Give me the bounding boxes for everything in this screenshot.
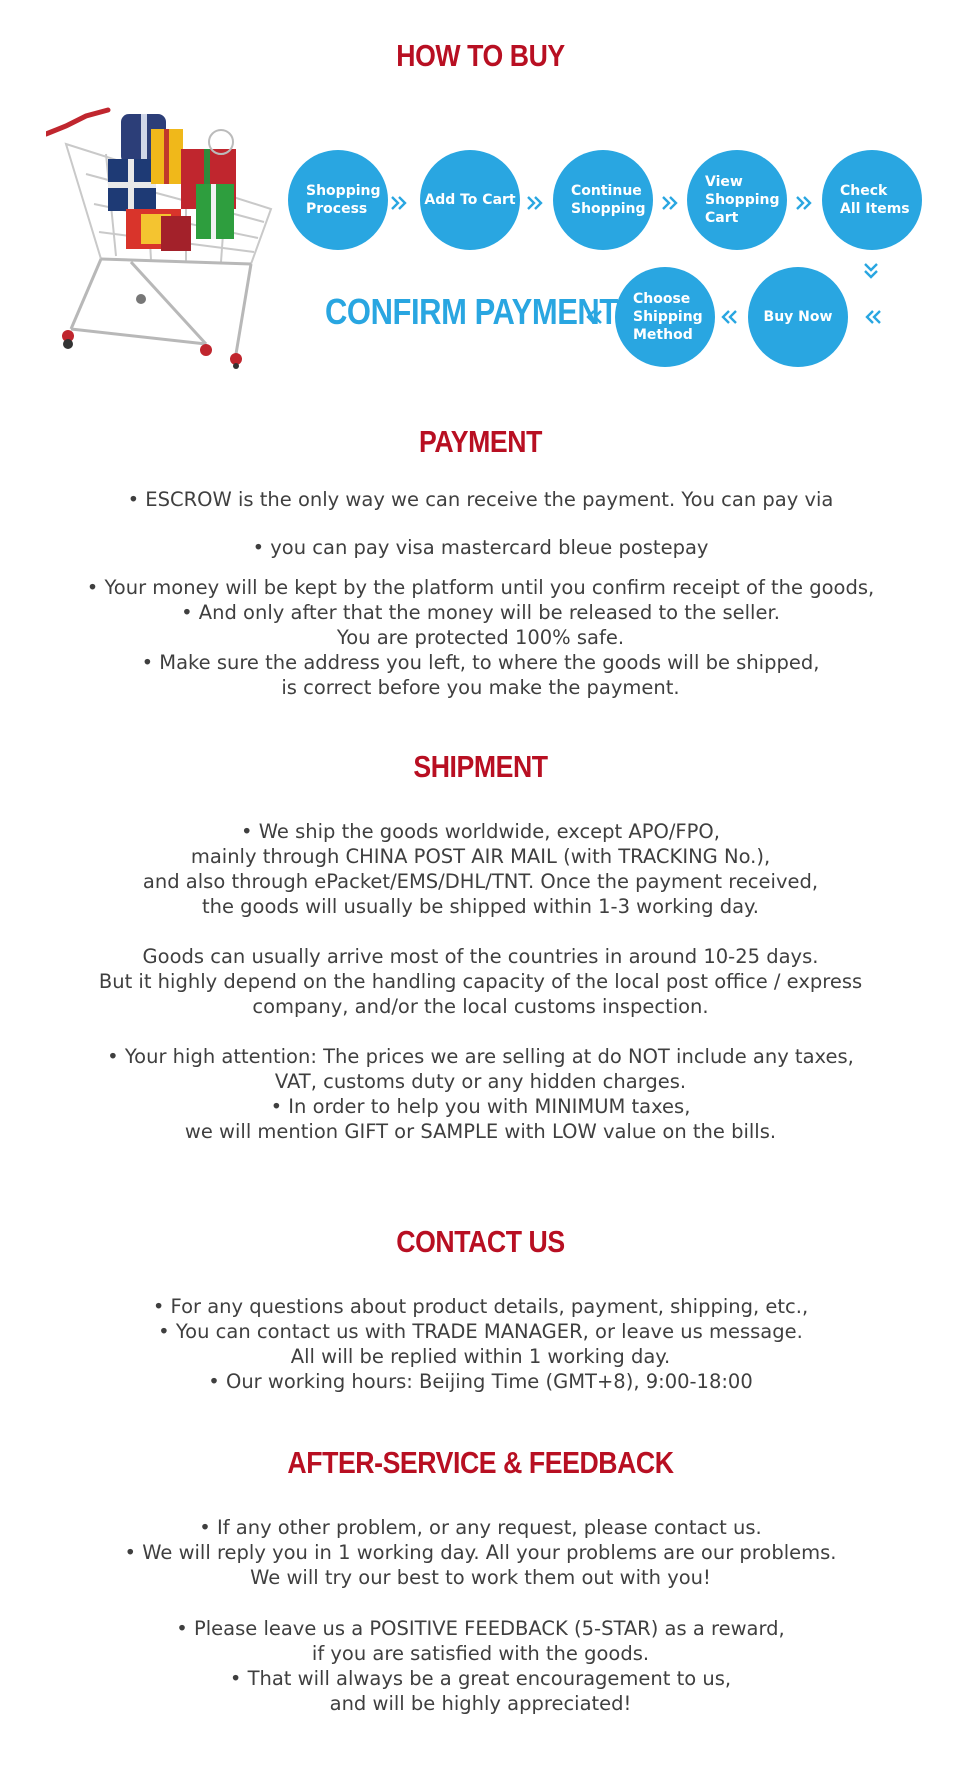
chevron-left-icon xyxy=(864,308,882,326)
how-to-buy-title: HOW TO BUY xyxy=(396,38,565,73)
step-view-shopping-cart: View Shopping Cart xyxy=(687,150,787,250)
step-continue-shopping: Continue Shopping xyxy=(553,150,653,250)
after-service-block-1: • If any other problem, or any request, please contact us. • We will reply you in 1 working day. All your problems are our problems. We will try our best to work them out with you! xyxy=(124,1516,837,1589)
payment-methods-text: • you can pay visa mastercard bleue postepay xyxy=(252,536,709,559)
step-check-all-items: Check All Items xyxy=(822,150,922,250)
step-add-to-cart: Add To Cart xyxy=(420,150,520,250)
payment-protection-text: • Your money will be kept by the platform until you confirm receipt of the goods, • And only after that the money will be released to the seller. You are protected 100% safe. • Make sure the address you left, to where the goods will be shipped, is correct before you make the payment. xyxy=(86,576,875,699)
confirm-payment-label: CONFIRM PAYMENT xyxy=(325,291,618,332)
chevron-down-icon xyxy=(862,262,880,280)
shipment-block-3: • Your high attention: The prices we are selling at do NOT include any taxes, VAT, customs duty or any hidden charges. • In order to help you with MINIMUM taxes, we will mention GIFT or SAMPLE with LOW value on the bills. xyxy=(107,1045,854,1143)
payment-title: PAYMENT xyxy=(419,424,542,459)
chevron-left-icon xyxy=(720,308,738,326)
step-choose-shipping-method: Choose Shipping Method xyxy=(615,267,715,367)
step-buy-now: Buy Now xyxy=(748,267,848,367)
contact-text: • For any questions about product details, payment, shipping, etc., • You can contact us with TRADE MANAGER, or leave us message. All will be replied within 1 working day. • Our working hours: Beijing Time (GMT+8), 9:00-18:00 xyxy=(152,1295,809,1393)
chevron-right-icon xyxy=(795,194,813,212)
shipment-title: SHIPMENT xyxy=(413,749,548,784)
contact-title: CONTACT US xyxy=(396,1224,565,1259)
shopping-cart-icon xyxy=(46,104,286,369)
chevron-right-icon xyxy=(526,194,544,212)
after-service-block-2: • Please leave us a POSITIVE FEEDBACK (5-STAR) as a reward, if you are satisfied with the goods. • That will always be a great encouragement to us, and will be highly appreciated! xyxy=(176,1617,785,1715)
payment-escrow-text: • ESCROW is the only way we can receive the payment. You can pay via xyxy=(127,488,834,511)
shipment-block-2: Goods can usually arrive most of the countries in around 10-25 days. But it highly depend on the handling capacity of the local post office / express company, and/or the local customs inspection. xyxy=(98,945,863,1018)
chevron-right-icon xyxy=(390,194,408,212)
shipment-block-1: • We ship the goods worldwide, except APO/FPO, mainly through CHINA POST AIR MAIL (with TRACKING No.), and also through ePacket/EMS/DHL/TNT. Once the payment received, the goods will usually be shipped within 1-3 working day. xyxy=(142,820,819,918)
after-service-title: AFTER-SERVICE & FEEDBACK xyxy=(287,1445,674,1480)
chevron-right-icon xyxy=(661,194,679,212)
step-shopping-process: Shopping Process xyxy=(288,150,388,250)
